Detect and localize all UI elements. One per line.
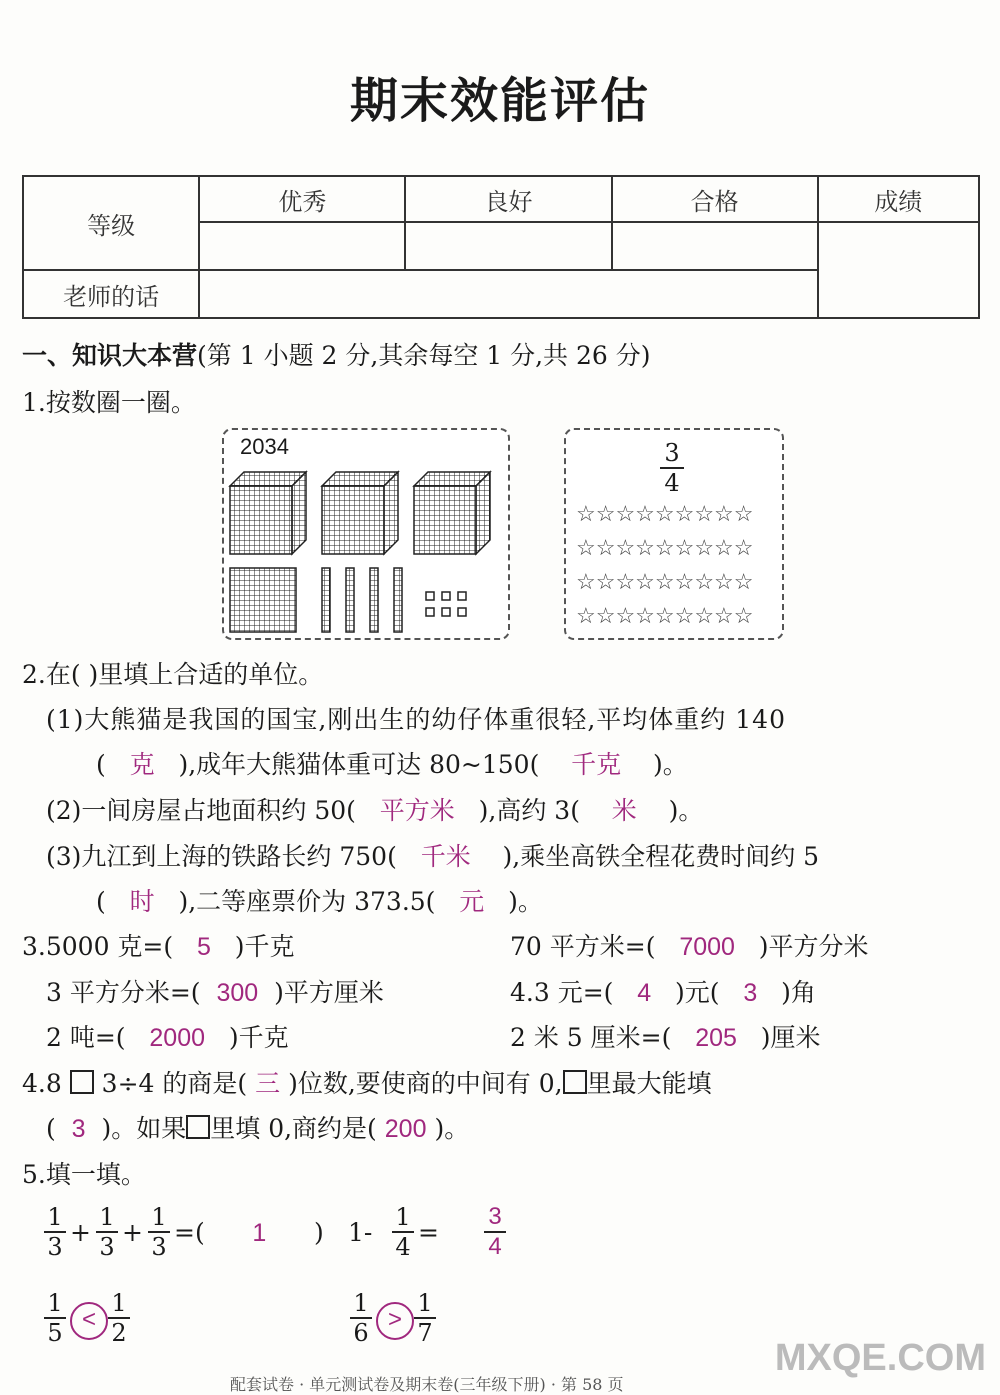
col-excellent: 优秀 (199, 176, 405, 222)
cell-excellent (199, 222, 405, 270)
teacher-label: 老师的话 (23, 270, 199, 318)
star-row: ☆☆☆☆☆☆☆☆☆ (576, 570, 754, 595)
score-label: 成绩 (818, 176, 979, 222)
answer: 4 (637, 979, 652, 1007)
base-ten-blocks-icon (224, 430, 508, 638)
blank-box-icon (186, 1115, 210, 1139)
q2-line5: ( 时 ),二等座票价为 373.5( 元 )。 (96, 887, 543, 916)
cell-pass (612, 222, 818, 270)
compare-circle: < (70, 1302, 108, 1340)
page-footer: 配套试卷 · 单元测试卷及期末卷(三年级下册) · 第 58 页 (230, 1375, 624, 1394)
answer: 3 (743, 979, 758, 1007)
watermark: MXQE.COM (774, 1337, 986, 1379)
q2-line4: (3)九江到上海的铁路长约 750( 千米 ),乘坐高铁全程花费时间约 5 (46, 842, 820, 871)
answer: 时 (129, 888, 155, 916)
cell-score (818, 222, 979, 318)
answer: 1 (252, 1219, 267, 1247)
star-grid (576, 498, 754, 634)
q1-text: 1.按数圈一圈。 (22, 388, 196, 417)
page-title: 期末效能评估 (349, 73, 650, 129)
answer: 千克 (571, 751, 622, 779)
cell-good (405, 222, 611, 270)
q3-row3-right: 2 米 5 厘米=( 205 )厘米 (510, 1023, 821, 1052)
answer: 2000 (149, 1024, 206, 1052)
level-label: 等级 (23, 176, 199, 270)
q4-line1: 4.8 3÷4 的商是( 三 )位数,要使商的中间有 0, 里最大能填 (22, 1069, 712, 1098)
q2-line1: (1)大熊猫是我国的国宝,刚出生的幼仔体重很轻,平均体重约 140 (46, 705, 786, 734)
star-row: ☆☆☆☆☆☆☆☆☆ (576, 536, 754, 561)
q5-text: 5.填一填。 (22, 1160, 146, 1189)
answer: 元 (459, 888, 485, 916)
blank-box-icon (70, 1070, 94, 1094)
col-good: 良好 (405, 176, 611, 222)
grade-table (22, 175, 980, 319)
teacher-comment (199, 270, 817, 318)
col-pass: 合格 (612, 176, 818, 222)
answer: 5 (196, 933, 211, 961)
q3-row2-left: 3 平方分米=( 300 )平方厘米 (46, 978, 384, 1007)
blank-box-icon (563, 1070, 587, 1094)
q2-text: 2.在( )里填上合适的单位。 (22, 660, 324, 689)
q3-row3-left: 2 吨=( 2000 )千克 (46, 1023, 289, 1052)
answer: 7000 (679, 933, 735, 961)
answer: 3 (71, 1115, 86, 1143)
stars-panel (564, 428, 784, 640)
q4-line2: ( 3 )。如果 里填 0,商约是( 200 )。 (46, 1114, 470, 1143)
answer: 平方米 (379, 797, 455, 825)
answer: 千米 (420, 843, 471, 871)
answer: 200 (384, 1115, 427, 1143)
answer: 米 (611, 797, 637, 825)
q3-row1-right: 70 平方米=( 7000 )平方分米 (510, 932, 869, 961)
star-row: ☆☆☆☆☆☆☆☆☆ (576, 604, 754, 629)
q2-line3: (2)一间房屋占地面积约 50( 平方米 ),高约 3( 米 )。 (46, 796, 704, 825)
q2-line2: ( 克 ),成年大熊猫体重可达 80~150( 千克 )。 (96, 750, 688, 779)
answer: 205 (695, 1024, 737, 1052)
fraction-three-quarters: 3 4 (660, 440, 684, 496)
q3-row2-right: 4.3 元=( 4 )元( 3 )角 (510, 978, 816, 1007)
star-row: ☆☆☆☆☆☆☆☆☆ (576, 502, 754, 527)
blocks-panel (222, 428, 510, 640)
number-2034: 2034 (240, 434, 289, 459)
answer: 克 (129, 751, 155, 779)
section1-heading: 一、知识大本营(第 1 小题 2 分,其余每空 1 分,共 26 分) (22, 341, 651, 370)
compare-circle: > (376, 1302, 414, 1340)
answer: 三 (255, 1070, 281, 1098)
answer: 300 (216, 979, 259, 1007)
q3-row1-left: 3.5000 克=( 5 )千克 (22, 932, 295, 961)
